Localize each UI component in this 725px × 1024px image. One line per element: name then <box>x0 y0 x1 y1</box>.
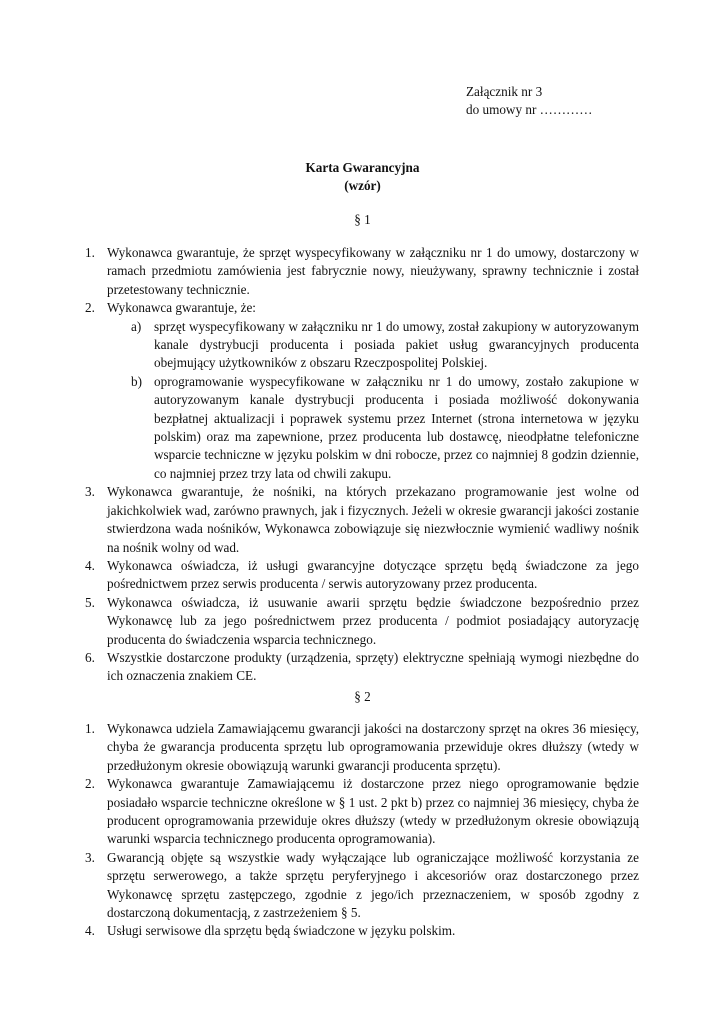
item-number: 1. <box>85 245 95 260</box>
sub-item-letter: b) <box>131 373 142 389</box>
annex-header <box>466 83 592 120</box>
sub-list-item <box>131 373 639 483</box>
list-item <box>85 775 639 849</box>
list-item <box>85 594 639 649</box>
document-title <box>0 159 725 196</box>
item-text: Wykonawca gwarantuje Zamawiającemu iż dostarczone przez niego oprogramowanie będzie posiadało wsparcie techniczne określone w § 1 ust. 2 pkt b) przez co najmniej 36 miesięcy, chyba że producent oprogramowania przewiduje okres dłuższy (wtedy w przedłużonym okresie obowiązują warunki wsparcia technicznego producenta oprogramowania). <box>107 776 639 847</box>
contract-reference: do umowy nr ………… <box>466 102 593 118</box>
item-number: 2. <box>85 776 95 792</box>
section-2-heading: § 2 <box>354 689 371 704</box>
list-item <box>85 922 639 940</box>
item-number: 6. <box>85 649 95 665</box>
sub-list-item <box>131 318 639 373</box>
annex-number: Załącznik nr 3 <box>466 84 543 99</box>
item-number: 2. <box>85 300 95 316</box>
item-text: Usługi serwisowe dla sprzętu będą świadczone w języku polskim. <box>107 923 456 939</box>
list-item <box>85 849 639 923</box>
title-subtitle: (wzór) <box>344 178 381 194</box>
list-item <box>85 720 639 775</box>
sub-list <box>107 318 639 484</box>
item-number: 1. <box>85 721 95 736</box>
item-text: Wykonawca gwarantuje, że: <box>107 300 256 316</box>
item-number: 4. <box>85 923 95 939</box>
item-text: Wykonawca udziela Zamawiającemu gwarancji jakości na dostarczony sprzęt na okres 36 miesięcy, chyba że gwarancja producenta sprzętu lub oprogramowania przewiduje okres dłuższy (wtedy w przedłużonym okresie obowiązują warunki gwarancji producenta sprzętu). <box>107 721 639 773</box>
sub-item-text: sprzęt wyspecyfikowany w załączniku nr 1 do umowy, został zakupiony w autoryzowanym kanale dystrybucji producenta i posiada pakiet usług gwarancyjnych producenta obejmujący użytkowników z obszaru Rzeczpospolitej Polskiej. <box>154 318 639 371</box>
item-text: Wykonawca gwarantuje, że nośniki, na których przekazano programowanie jest wolne od jakichkolwiek wad, zarówno prawnych, jak i fizycznych. Jeżeli w okresie gwarancji jakości zostanie stwierdzona wada nośników, Wykonawca zobowiązuje się niezwłocznie wymienić wadliwy nośnik na nośnik wolny od wad. <box>107 484 639 555</box>
section-1-heading: § 1 <box>354 212 371 227</box>
section-2-list <box>85 720 639 941</box>
item-number: 3. <box>85 849 95 865</box>
item-text: Wykonawca oświadcza, iż usuwanie awarii sprzętu będzie świadczone bezpośrednio przez Wykonawcę lub za jego pośrednictwem przez producenta / podmiot posiadający autoryzację producenta do świadczenia wsparcia technicznego. <box>107 594 639 647</box>
sub-item-text: oprogramowanie wyspecyfikowane w załączniku nr 1 do umowy, zostało zakupione w autoryzowanym kanale dystrybucji producenta i posiada możliwość dokonywania bezpłatnej aktualizacji i poprawek systemu przez Internet (strona internetowa w języku polskim) oraz ma zapewnione, przez producenta lub dostawcę, nieodpłatne telefoniczne wsparcie techniczne w języku polskim w dni robocze, przez co najmniej 8 godzin dziennie, co najmniej przez trzy lata od chwili zakupu. <box>154 373 639 481</box>
item-number: 3. <box>85 484 95 500</box>
item-number: 5. <box>85 594 95 610</box>
section-1-list <box>85 244 639 686</box>
item-text: Gwarancją objęte są wszystkie wady wyłączające lub ograniczające możliwość korzystania ze sprzętu serwerowego, a także sprzętu peryferyjnego i akcesoriów oraz dostarczonego przez Wykonawcę sprzętu zastępczego, zgodnie z jego/ich przeznaczeniem, w sposób zgodny z dostarczoną dokumentacją, z zastrzeżeniem § 5. <box>107 849 639 921</box>
item-number: 4. <box>85 557 95 573</box>
title-main: Karta Gwarancyjna <box>305 160 420 175</box>
list-item <box>85 557 639 594</box>
list-item <box>85 483 639 557</box>
list-item <box>85 649 639 686</box>
item-text: Wykonawca oświadcza, iż usługi gwarancyjne dotyczące sprzętu będą świadczone za jego pośrednictwem przez serwis producenta / serwis autoryzowany przez producenta. <box>107 557 639 592</box>
list-item <box>85 299 639 483</box>
item-text: Wykonawca gwarantuje, że sprzęt wyspecyfikowany w załączniku nr 1 do umowy, dostarczony w ramach przedmiotu zamówienia jest fabrycznie nowy, nieużywany, sprawny technicznie i został przetestowany technicznie. <box>107 245 639 297</box>
sub-item-letter: a) <box>131 318 142 334</box>
list-item <box>85 244 639 299</box>
item-text: Wszystkie dostarczone produkty (urządzenia, sprzęty) elektryczne spełniają wymogi niezbędne do ich oznaczenia znakiem CE. <box>107 649 639 684</box>
